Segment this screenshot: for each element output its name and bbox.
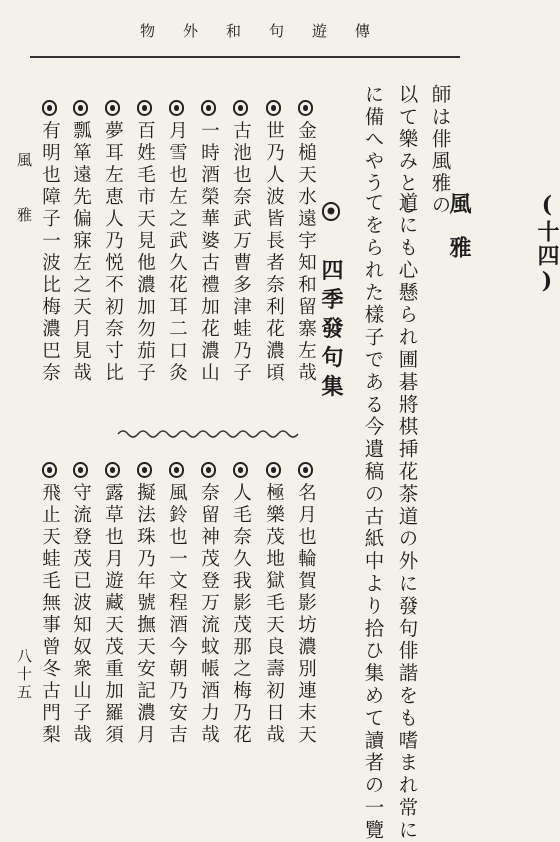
haiku-text: 人毛奈久我影茂那之梅乃花 [230, 482, 252, 747]
haiku-text: 世乃人波皆長者奈利花濃頃 [263, 120, 285, 385]
prose-line: 以て樂みとし [395, 84, 419, 217]
haiku-text: 月雪也左之武久花耳二口灸 [166, 120, 188, 385]
haiku-text: 奈留神茂登万流蚊帳酒力哉 [198, 482, 220, 747]
bullet-circle-icon [298, 462, 314, 478]
header-char: 物 [140, 22, 156, 40]
bullet-circle-icon [322, 202, 341, 221]
haiku-text: 擬法珠乃年號撫天安記濃月 [134, 482, 156, 747]
bullet-circle-icon [73, 462, 89, 478]
haiku-text: 一時酒榮華婆古禮加花濃山 [198, 120, 220, 385]
section-number: (十四) [534, 192, 560, 296]
section-title: 風 雅 [446, 192, 472, 258]
prose-line: に備へやう [361, 84, 385, 195]
haiku-entry [40, 100, 59, 385]
haiku-entry [135, 462, 154, 747]
haiku-text: 飛止天蛙毛無事曾冬古門梨 [39, 482, 61, 747]
bullet-circle-icon [105, 100, 121, 116]
haiku-text: 風鈴也一文程酒今朝乃安吉 [166, 482, 188, 747]
bullet-circle-icon [42, 100, 58, 116]
bullet-circle-icon [105, 462, 121, 478]
header-divider [30, 56, 460, 58]
bullet-circle-icon [137, 100, 153, 116]
prose-line: 道にも心懸られ圃碁將棋挿花茶道の外に發句俳諧をも嗜まれ常に [395, 192, 419, 842]
haiku-entry [40, 462, 59, 747]
bullet-circle-icon [233, 462, 249, 478]
haiku-text: 有明也障子一波比梅濃巴奈 [39, 120, 61, 385]
side-section-label: 風雅 [15, 152, 33, 262]
bullet-circle-icon [233, 100, 249, 116]
bullet-circle-icon [169, 462, 185, 478]
haiku-text: 金槌天水遠宇知和留寨左哉 [295, 120, 317, 385]
bullet-circle-icon [298, 100, 314, 116]
haiku-text: 古池也奈武万曹多津蛙乃子 [230, 120, 252, 385]
haiku-entry [167, 100, 186, 385]
header-char: 和 [225, 22, 241, 40]
haiku-entry [199, 100, 218, 385]
header-char: 遊 [311, 22, 327, 40]
page-number: 八十五 [15, 648, 33, 702]
bullet-circle-icon [137, 462, 153, 478]
prose-line: てをられた樣子である今遺稿の古紙中より拾ひ集めて讀者の一覽 [361, 192, 385, 842]
haiku-entry [264, 462, 283, 747]
bullet-circle-icon [266, 462, 282, 478]
header-char: 傳 [354, 22, 370, 40]
haiku-entry [103, 462, 122, 747]
haiku-entry [231, 100, 250, 385]
collection-title [320, 202, 342, 404]
haiku-entry [296, 100, 315, 385]
bullet-circle-icon [73, 100, 89, 116]
haiku-entry [296, 462, 315, 747]
haiku-entry [135, 100, 154, 385]
running-header [140, 20, 370, 41]
haiku-entry [71, 100, 90, 385]
section-heading [448, 192, 558, 422]
haiku-text: 百姓毛市天見他濃加勿茄子 [134, 120, 156, 385]
haiku-text: 守流登茂已波知奴衆山子哉 [70, 482, 92, 747]
haiku-entry [167, 462, 186, 747]
collection-title-text: 四季發句集 [318, 258, 344, 404]
bullet-circle-icon [201, 100, 217, 116]
haiku-text: 夢耳左恵人乃悦不初奈寸比 [102, 120, 124, 385]
haiku-entry [199, 462, 218, 747]
haiku-entry [264, 100, 283, 385]
haiku-entry [71, 462, 90, 747]
haiku-text: 瓢箪遠先偏寐左之天月見哉 [70, 120, 92, 385]
prose-line: 師は俳風雅の [428, 84, 452, 217]
bullet-circle-icon [266, 100, 282, 116]
header-char: 外 [182, 22, 198, 40]
haiku-text: 名月也輪賀影坊濃別連末天 [295, 482, 317, 747]
haiku-entry [103, 100, 122, 385]
header-char: 句 [268, 22, 284, 40]
bullet-circle-icon [169, 100, 185, 116]
wavy-divider [118, 428, 298, 440]
haiku-text: 露草也月遊藏天茂重加羅須 [102, 482, 124, 747]
bullet-circle-icon [42, 462, 58, 478]
haiku-text: 極樂茂地獄毛天良壽初日哉 [263, 482, 285, 747]
bullet-circle-icon [201, 462, 217, 478]
haiku-entry [231, 462, 250, 747]
